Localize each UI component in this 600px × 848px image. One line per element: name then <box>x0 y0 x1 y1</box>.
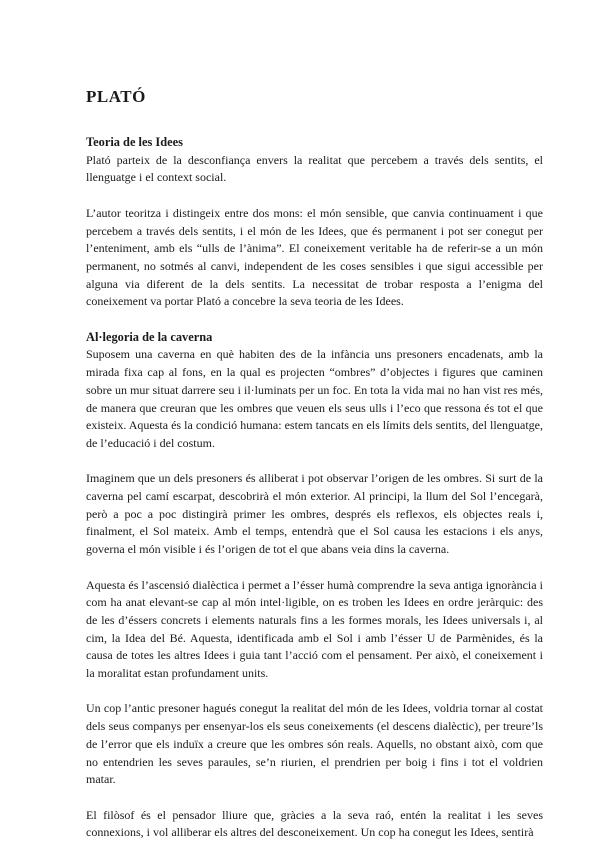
section-heading-theory: Teoria de les Idees <box>86 135 183 149</box>
paragraph: Plató parteix de la desconfiança envers la realitat que percebem a través dels sentits, el llenguatge i el context social. <box>86 152 543 185</box>
paragraph: Aquesta és l’ascensió dialèctica i permet a l’ésser humà comprendre la seva antiga ignorància i com ha anat elevant-se cap al món intel·ligible, on es troben les Idees en ordre jeràrquic: des de les d’éssers concrets i elements naturals fins a les formes morals, les Idees universals i, al cim, la Idea del Bé. Aquesta, identificada amb el Sol i amb l’ésser U de Parmènides, és la causa de totes les altres Idees i guia tant l’acció com el pensament. Per això, el coneixement i la moralitat estan profundament units. <box>86 577 543 681</box>
section-heading-cave: Al·legoria de la caverna <box>86 329 213 344</box>
paragraph: El filòsof és el pensador lliure que, gràcies a la seva raó, entén la realitat i les seves connexions, i vol alliberar els altres del desconeixement. Un cop ha conegut les Idees, sentirà <box>86 807 543 840</box>
paragraph: Suposem una caverna en què habiten des de la infància uns presoners encadenats, amb la mirada fixa cap al fons, en la qual es projecten “ombres” d’objectes i figures que caminen sobre un mur situat darrere seu i il·luminats per un foc. En tota la vida mai no han vist res més, de manera que creuran que les ombres que veuen els seus ulls i l’eco que ressona és tot el que existeix. Aquesta és la condició humana: estem tancats en els límits dels sentits, del llenguatge, de l’educació i del costum. <box>86 347 543 450</box>
page-title: PLATÓ <box>86 87 146 106</box>
paragraph: Un cop l’antic presoner hagués conegut la realitat del món de les Idees, voldria tornar al costat dels seus companys per ensenyar-los els seus coneixements (el descens dialèctic), per treure’ls de l’error que els induïx a creure que les ombres són reals. Aquells, no obstant això, com que no entendrien les seves paraules, se’n riurien, el prendrien per boig i fins i tot el voldrien matar. <box>86 701 543 787</box>
paragraph: L’autor teoritza i distingeix entre dos mons: el món sensible, que canvia continuament i que percebem a través dels sentits, i el món de les Idees, que és permanent i pot ser conegut per l’enteniment, amb els “ulls de l’ànima”. El coneixement veritable ha de referir-se a un món permanent, no sotmés al canvi, independent de les coses sensibles i que sigui accessible per alguna via diferent de la dels sentits. La necessitat de trobar resposta a l’enigma del coneixement va portar Plató a concebre la seva teoria de les Idees. <box>86 205 543 309</box>
paragraph: Imaginem que un dels presoners és alliberat i pot observar l’origen de les ombres. Si surt de la caverna pel camí escarpat, descobrirà el món exterior. Al principi, la llum del Sol l’encegarà, però a poc a poc distingirà primer les ombres, després els reflexos, els objectes reals i, finalment, el Sol mateix. Amb el temps, entendrà que el Sol causa les estacions i els anys, governa el món visible i és l’origen de tot el que abans veia dins la caverna. <box>86 471 543 557</box>
